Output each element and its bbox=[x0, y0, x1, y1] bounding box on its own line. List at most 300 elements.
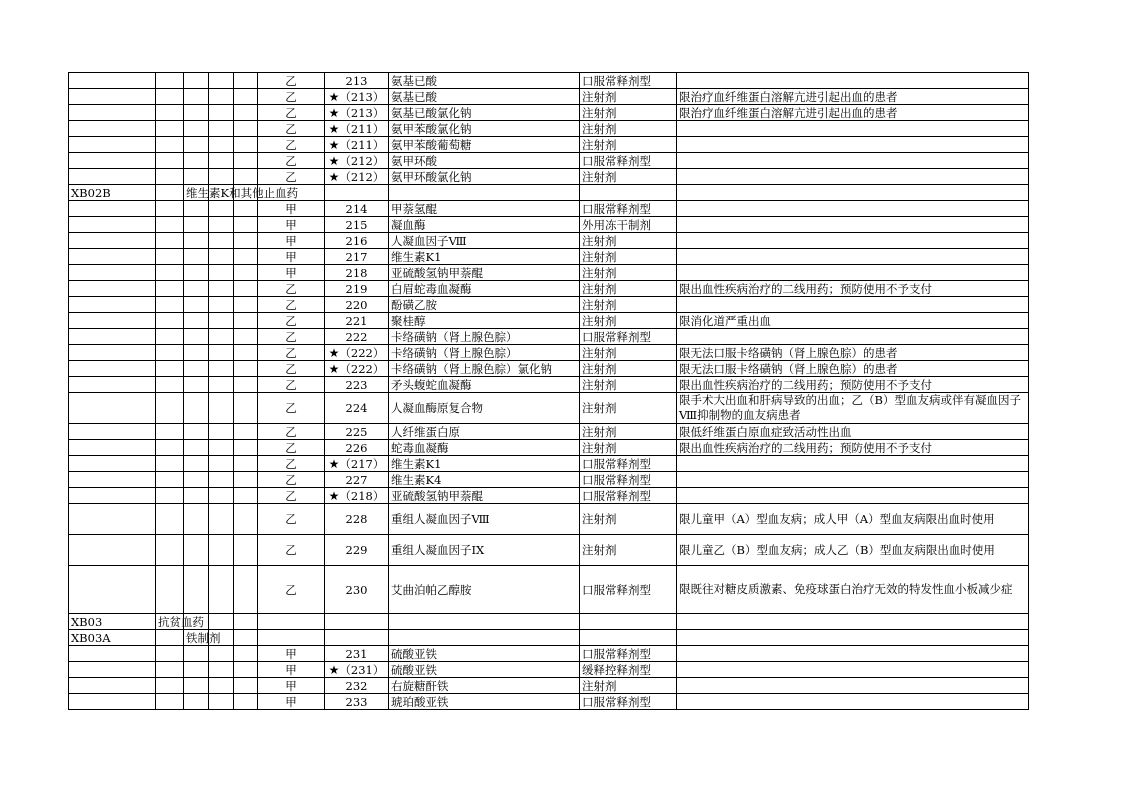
remark-cell bbox=[677, 121, 1029, 137]
grade-cell: 乙 bbox=[258, 535, 325, 566]
spacer-cell bbox=[209, 614, 234, 630]
category-code-cell bbox=[69, 646, 156, 662]
spacer-cell bbox=[184, 201, 209, 217]
spacer-cell bbox=[156, 297, 184, 313]
spacer-cell bbox=[156, 249, 184, 265]
table-row bbox=[69, 424, 1029, 440]
drug-number: （211） bbox=[339, 121, 385, 136]
drug-number: 217 bbox=[345, 249, 368, 264]
drug-catalog-table bbox=[68, 72, 1029, 710]
spacer-cell bbox=[156, 345, 184, 361]
grade-cell: 甲 bbox=[258, 662, 325, 678]
spacer-cell bbox=[156, 185, 184, 201]
dosage-form-cell bbox=[580, 630, 677, 646]
spacer-cell bbox=[209, 678, 234, 694]
table-row bbox=[69, 456, 1029, 472]
dosage-form-cell: 口服常释剂型 bbox=[580, 488, 677, 504]
number-cell bbox=[325, 297, 389, 313]
spacer-cell bbox=[209, 488, 234, 504]
spacer-cell bbox=[156, 393, 184, 424]
spacer-cell bbox=[156, 377, 184, 393]
category-code-cell bbox=[69, 297, 156, 313]
table-row bbox=[69, 313, 1029, 329]
drug-number: 219 bbox=[345, 281, 368, 296]
spacer-cell bbox=[156, 361, 184, 377]
category-code-cell bbox=[69, 217, 156, 233]
drug-number: 218 bbox=[345, 265, 368, 280]
grade-cell: 乙 bbox=[258, 488, 325, 504]
spacer-cell bbox=[184, 297, 209, 313]
spacer-cell bbox=[156, 630, 184, 646]
category-code-cell: XB03 bbox=[69, 614, 156, 630]
star-icon: ★ bbox=[328, 89, 340, 104]
subcategory-name-cell: 铁制剂 bbox=[184, 630, 209, 646]
number-cell bbox=[325, 694, 389, 710]
number-cell bbox=[325, 472, 389, 488]
spacer-cell bbox=[184, 646, 209, 662]
drug-number: 213 bbox=[345, 73, 368, 88]
spacer-cell bbox=[209, 662, 234, 678]
grade-cell: 甲 bbox=[258, 233, 325, 249]
category-code-cell bbox=[69, 73, 156, 89]
category-code-cell bbox=[69, 662, 156, 678]
spacer-cell bbox=[156, 535, 184, 566]
remark-cell bbox=[677, 153, 1029, 169]
number-cell bbox=[325, 646, 389, 662]
spacer-cell bbox=[234, 504, 258, 535]
dosage-form-cell: 注射剂 bbox=[580, 137, 677, 153]
dosage-form-cell: 口服常释剂型 bbox=[580, 566, 677, 614]
grade-cell: 乙 bbox=[258, 89, 325, 105]
remark-cell bbox=[677, 472, 1029, 488]
drug-number: （212） bbox=[339, 153, 385, 168]
table-row bbox=[69, 694, 1029, 710]
spacer-cell bbox=[156, 265, 184, 281]
grade-cell: 乙 bbox=[258, 440, 325, 456]
drug-name-cell: 人纤维蛋白原 bbox=[389, 424, 580, 440]
drug-name-cell bbox=[389, 630, 580, 646]
drug-name-cell: 维生素K1 bbox=[389, 456, 580, 472]
number-cell bbox=[325, 535, 389, 566]
dosage-form-cell: 注射剂 bbox=[580, 345, 677, 361]
drug-name-cell: 氨甲环酸 bbox=[389, 153, 580, 169]
grade-cell: 乙 bbox=[258, 472, 325, 488]
number-cell bbox=[325, 185, 389, 201]
number-cell bbox=[325, 456, 389, 472]
spacer-cell bbox=[234, 694, 258, 710]
number-cell bbox=[325, 105, 389, 121]
grade-cell: 乙 bbox=[258, 153, 325, 169]
drug-name-cell: 亚硫酸氢钠甲萘醌 bbox=[389, 265, 580, 281]
star-icon: ★ bbox=[328, 137, 340, 152]
table-row bbox=[69, 201, 1029, 217]
spacer-cell bbox=[184, 488, 209, 504]
drug-number: （213） bbox=[339, 89, 385, 104]
spacer-cell bbox=[234, 297, 258, 313]
spacer-cell bbox=[234, 265, 258, 281]
dosage-form-cell: 注射剂 bbox=[580, 121, 677, 137]
drug-name-cell: 甲萘氢醌 bbox=[389, 201, 580, 217]
spacer-cell bbox=[184, 678, 209, 694]
spacer-cell bbox=[184, 662, 209, 678]
grade-cell bbox=[258, 614, 325, 630]
table-row bbox=[69, 345, 1029, 361]
grade-cell: 乙 bbox=[258, 169, 325, 185]
remark-cell bbox=[677, 678, 1029, 694]
dosage-form-cell: 注射剂 bbox=[580, 233, 677, 249]
spacer-cell bbox=[209, 313, 234, 329]
category-code-cell bbox=[69, 488, 156, 504]
table-row bbox=[69, 393, 1029, 424]
table-row bbox=[69, 297, 1029, 313]
remark-cell bbox=[677, 456, 1029, 472]
spacer-cell bbox=[209, 105, 234, 121]
remark-cell: 限低纤维蛋白原血症致活动性出血 bbox=[677, 424, 1029, 440]
drug-name-cell: 卡络磺钠（肾上腺色腙）氯化钠 bbox=[389, 361, 580, 377]
spacer-cell bbox=[156, 566, 184, 614]
spacer-cell bbox=[209, 217, 234, 233]
drug-number: 215 bbox=[345, 217, 368, 232]
spacer-cell bbox=[184, 313, 209, 329]
remark-cell: 限儿童甲（A）型血友病；成人甲（A）型血友病限出血时使用 bbox=[677, 504, 1029, 535]
dosage-form-cell: 口服常释剂型 bbox=[580, 646, 677, 662]
spacer-cell bbox=[156, 504, 184, 535]
number-cell bbox=[325, 678, 389, 694]
drug-number: （212） bbox=[339, 169, 385, 184]
drug-name-cell: 右旋糖酐铁 bbox=[389, 678, 580, 694]
remark-cell bbox=[677, 329, 1029, 345]
drug-name-cell: 琥珀酸亚铁 bbox=[389, 694, 580, 710]
spacer-cell bbox=[184, 233, 209, 249]
spacer-cell bbox=[209, 440, 234, 456]
category-code-cell bbox=[69, 472, 156, 488]
spacer-cell bbox=[209, 472, 234, 488]
table-row bbox=[69, 137, 1029, 153]
grade-cell: 乙 bbox=[258, 424, 325, 440]
category-code-cell bbox=[69, 233, 156, 249]
grade-cell: 乙 bbox=[258, 456, 325, 472]
drug-name-cell: 艾曲泊帕乙醇胺 bbox=[389, 566, 580, 614]
remark-cell bbox=[677, 297, 1029, 313]
spacer-cell bbox=[156, 137, 184, 153]
spacer-cell bbox=[234, 646, 258, 662]
category-code-cell bbox=[69, 249, 156, 265]
spacer-cell bbox=[156, 678, 184, 694]
drug-name-cell: 卡络磺钠（肾上腺色腙） bbox=[389, 329, 580, 345]
spacer-cell bbox=[184, 217, 209, 233]
spacer-cell bbox=[184, 345, 209, 361]
drug-name-cell: 卡络磺钠（肾上腺色腙） bbox=[389, 345, 580, 361]
remark-cell: 限手术大出血和肝病导致的出血；乙（B）型血友病或伴有凝血因子Ⅷ抑制物的血友病患者 bbox=[677, 393, 1029, 424]
category-code-cell bbox=[69, 201, 156, 217]
drug-name-cell bbox=[389, 185, 580, 201]
grade-cell: 甲 bbox=[258, 201, 325, 217]
star-icon: ★ bbox=[328, 105, 340, 120]
remark-cell: 限出血性疾病治疗的二线用药；预防使用不予支付 bbox=[677, 440, 1029, 456]
number-cell bbox=[325, 329, 389, 345]
grade-cell bbox=[258, 630, 325, 646]
drug-name-cell: 凝血酶 bbox=[389, 217, 580, 233]
dosage-form-cell: 注射剂 bbox=[580, 105, 677, 121]
spacer-cell bbox=[209, 535, 234, 566]
number-cell bbox=[325, 313, 389, 329]
category-code-cell bbox=[69, 504, 156, 535]
drug-number: 227 bbox=[345, 472, 368, 487]
dosage-form-cell: 口服常释剂型 bbox=[580, 694, 677, 710]
spacer-cell bbox=[156, 169, 184, 185]
drug-name-cell: 氨基已酸 bbox=[389, 73, 580, 89]
drug-name-cell: 矛头蝮蛇血凝酶 bbox=[389, 377, 580, 393]
spacer-cell bbox=[184, 281, 209, 297]
remark-cell: 限出血性疾病治疗的二线用药；预防使用不予支付 bbox=[677, 281, 1029, 297]
category-code-cell bbox=[69, 345, 156, 361]
spacer-cell bbox=[234, 424, 258, 440]
grade-cell: 乙 bbox=[258, 329, 325, 345]
table-row bbox=[69, 185, 1029, 201]
drug-number: 224 bbox=[345, 401, 368, 415]
spacer-cell bbox=[234, 233, 258, 249]
remark-cell: 限治疗血纤维蛋白溶解亢进引起出血的患者 bbox=[677, 89, 1029, 105]
drug-number: 214 bbox=[345, 201, 368, 216]
dosage-form-cell: 注射剂 bbox=[580, 281, 677, 297]
table-row bbox=[69, 153, 1029, 169]
number-cell bbox=[325, 217, 389, 233]
remark-cell: 限儿童乙（B）型血友病；成人乙（B）型血友病限出血时使用 bbox=[677, 535, 1029, 566]
category-code-cell bbox=[69, 329, 156, 345]
spacer-cell bbox=[209, 504, 234, 535]
spacer-cell bbox=[156, 662, 184, 678]
star-icon: ★ bbox=[328, 361, 340, 376]
dosage-form-cell: 注射剂 bbox=[580, 297, 677, 313]
spacer-cell bbox=[209, 694, 234, 710]
dosage-form-cell: 口服常释剂型 bbox=[580, 472, 677, 488]
table-row bbox=[69, 329, 1029, 345]
grade-cell: 乙 bbox=[258, 361, 325, 377]
table-row bbox=[69, 89, 1029, 105]
drug-name-cell: 氨基已酸氯化钠 bbox=[389, 105, 580, 121]
spacer-cell bbox=[184, 377, 209, 393]
table-row bbox=[69, 646, 1029, 662]
spacer-cell bbox=[209, 456, 234, 472]
number-cell bbox=[325, 504, 389, 535]
table-row bbox=[69, 488, 1029, 504]
category-code-cell bbox=[69, 153, 156, 169]
spacer-cell bbox=[234, 313, 258, 329]
table-row bbox=[69, 472, 1029, 488]
spacer-cell bbox=[234, 137, 258, 153]
spacer-cell bbox=[234, 456, 258, 472]
dosage-form-cell: 注射剂 bbox=[580, 393, 677, 424]
spacer-cell bbox=[184, 329, 209, 345]
spacer-cell bbox=[156, 440, 184, 456]
category-code-cell bbox=[69, 361, 156, 377]
table-row bbox=[69, 662, 1029, 678]
spacer-cell bbox=[209, 361, 234, 377]
drug-number: 223 bbox=[345, 377, 368, 392]
spacer-cell bbox=[156, 456, 184, 472]
drug-name-cell: 人凝血因子Ⅷ bbox=[389, 233, 580, 249]
drug-name-cell: 蛇毒血凝酶 bbox=[389, 440, 580, 456]
category-code-cell bbox=[69, 169, 156, 185]
grade-cell: 乙 bbox=[258, 313, 325, 329]
spacer-cell bbox=[156, 329, 184, 345]
spacer-cell bbox=[234, 169, 258, 185]
dosage-form-cell: 口服常释剂型 bbox=[580, 153, 677, 169]
spacer-cell bbox=[184, 456, 209, 472]
spacer-cell bbox=[209, 137, 234, 153]
drug-number: 231 bbox=[345, 646, 368, 661]
grade-cell: 甲 bbox=[258, 217, 325, 233]
drug-number: （222） bbox=[339, 345, 385, 360]
table-row bbox=[69, 630, 1029, 646]
grade-cell: 乙 bbox=[258, 105, 325, 121]
table-row bbox=[69, 217, 1029, 233]
drug-number: 229 bbox=[345, 543, 368, 557]
table-row bbox=[69, 281, 1029, 297]
spacer-cell bbox=[234, 377, 258, 393]
spacer-cell bbox=[209, 377, 234, 393]
remark-cell bbox=[677, 694, 1029, 710]
number-cell bbox=[325, 662, 389, 678]
spacer-cell bbox=[156, 488, 184, 504]
spacer-cell bbox=[184, 153, 209, 169]
number-cell bbox=[325, 424, 389, 440]
category-code-cell bbox=[69, 456, 156, 472]
spacer-cell bbox=[209, 646, 234, 662]
table-row bbox=[69, 169, 1029, 185]
spacer-cell bbox=[209, 121, 234, 137]
category-name-cell: 抗贫血药 bbox=[156, 614, 184, 630]
drug-number: 225 bbox=[345, 424, 368, 439]
category-code-cell bbox=[69, 121, 156, 137]
star-icon: ★ bbox=[328, 488, 340, 503]
spacer-cell bbox=[234, 281, 258, 297]
spacer-cell bbox=[209, 393, 234, 424]
remark-cell: 限无法口服卡络磺钠（肾上腺色腙）的患者 bbox=[677, 345, 1029, 361]
grade-cell: 甲 bbox=[258, 265, 325, 281]
table-row bbox=[69, 265, 1029, 281]
drug-name-cell: 氨甲环酸氯化钠 bbox=[389, 169, 580, 185]
remark-cell: 限既往对糖皮质激素、免疫球蛋白治疗无效的特发性血小板减少症 bbox=[677, 566, 1029, 614]
spacer-cell bbox=[234, 361, 258, 377]
spacer-cell bbox=[234, 217, 258, 233]
number-cell bbox=[325, 249, 389, 265]
star-icon: ★ bbox=[328, 456, 340, 471]
dosage-form-cell: 注射剂 bbox=[580, 535, 677, 566]
remark-cell bbox=[677, 265, 1029, 281]
number-cell bbox=[325, 281, 389, 297]
grade-cell: 甲 bbox=[258, 678, 325, 694]
remark-cell: 限无法口服卡络磺钠（肾上腺色腙）的患者 bbox=[677, 361, 1029, 377]
spacer-cell bbox=[184, 169, 209, 185]
star-icon: ★ bbox=[328, 662, 340, 677]
remark-cell bbox=[677, 662, 1029, 678]
table-row bbox=[69, 440, 1029, 456]
remark-cell bbox=[677, 137, 1029, 153]
remark-cell bbox=[677, 249, 1029, 265]
subcategory-name-cell: 维生素K和其他止血药 bbox=[184, 185, 209, 201]
spacer-cell bbox=[209, 73, 234, 89]
number-cell bbox=[325, 566, 389, 614]
remark-cell bbox=[677, 614, 1029, 630]
spacer-cell bbox=[234, 472, 258, 488]
number-cell bbox=[325, 233, 389, 249]
remark-cell: 限治疗血纤维蛋白溶解亢进引起出血的患者 bbox=[677, 105, 1029, 121]
star-icon: ★ bbox=[328, 121, 340, 136]
drug-name-cell: 酚磺乙胺 bbox=[389, 297, 580, 313]
number-cell bbox=[325, 614, 389, 630]
drug-name-cell: 重组人凝血因子IX bbox=[389, 535, 580, 566]
spacer-cell bbox=[209, 424, 234, 440]
drug-number: 221 bbox=[345, 313, 368, 328]
category-code-cell bbox=[69, 377, 156, 393]
category-code-cell bbox=[69, 89, 156, 105]
grade-cell: 乙 bbox=[258, 504, 325, 535]
spacer-cell bbox=[156, 73, 184, 89]
spacer-cell bbox=[184, 89, 209, 105]
number-cell bbox=[325, 345, 389, 361]
spacer-cell bbox=[209, 566, 234, 614]
spacer-cell bbox=[209, 89, 234, 105]
dosage-form-cell: 口服常释剂型 bbox=[580, 201, 677, 217]
spacer-cell bbox=[234, 153, 258, 169]
spacer-cell bbox=[209, 201, 234, 217]
category-code-cell bbox=[69, 678, 156, 694]
drug-number: （217） bbox=[339, 456, 385, 471]
category-code-cell bbox=[69, 393, 156, 424]
spacer-cell bbox=[156, 217, 184, 233]
category-code-cell bbox=[69, 440, 156, 456]
spacer-cell bbox=[234, 535, 258, 566]
table-row bbox=[69, 249, 1029, 265]
drug-name-cell: 亚硫酸氢钠甲萘醌 bbox=[389, 488, 580, 504]
spacer-cell bbox=[156, 153, 184, 169]
spacer-cell bbox=[234, 630, 258, 646]
spacer-cell bbox=[209, 265, 234, 281]
remark-cell: 限消化道严重出血 bbox=[677, 313, 1029, 329]
table-row bbox=[69, 233, 1029, 249]
spacer-cell bbox=[156, 694, 184, 710]
grade-cell: 乙 bbox=[258, 73, 325, 89]
category-code-cell bbox=[69, 694, 156, 710]
dosage-form-cell: 注射剂 bbox=[580, 89, 677, 105]
remark-cell bbox=[677, 630, 1029, 646]
remark-cell bbox=[677, 233, 1029, 249]
remark-cell bbox=[677, 73, 1029, 89]
spacer-cell bbox=[209, 345, 234, 361]
dosage-form-cell bbox=[580, 185, 677, 201]
spacer-cell bbox=[209, 281, 234, 297]
grade-cell: 乙 bbox=[258, 377, 325, 393]
drug-number: 216 bbox=[345, 233, 368, 248]
drug-name-cell: 氨甲苯酸葡萄糖 bbox=[389, 137, 580, 153]
drug-name-cell: 聚桂醇 bbox=[389, 313, 580, 329]
dosage-form-cell: 注射剂 bbox=[580, 678, 677, 694]
drug-number: （222） bbox=[339, 361, 385, 376]
spacer-cell bbox=[184, 105, 209, 121]
number-cell bbox=[325, 265, 389, 281]
table-row bbox=[69, 121, 1029, 137]
grade-cell: 乙 bbox=[258, 281, 325, 297]
spacer-cell bbox=[156, 646, 184, 662]
category-code-cell bbox=[69, 535, 156, 566]
number-cell bbox=[325, 169, 389, 185]
drug-name-cell: 硫酸亚铁 bbox=[389, 646, 580, 662]
dosage-form-cell: 口服常释剂型 bbox=[580, 456, 677, 472]
table-row bbox=[69, 73, 1029, 89]
number-cell bbox=[325, 630, 389, 646]
dosage-form-cell: 注射剂 bbox=[580, 169, 677, 185]
